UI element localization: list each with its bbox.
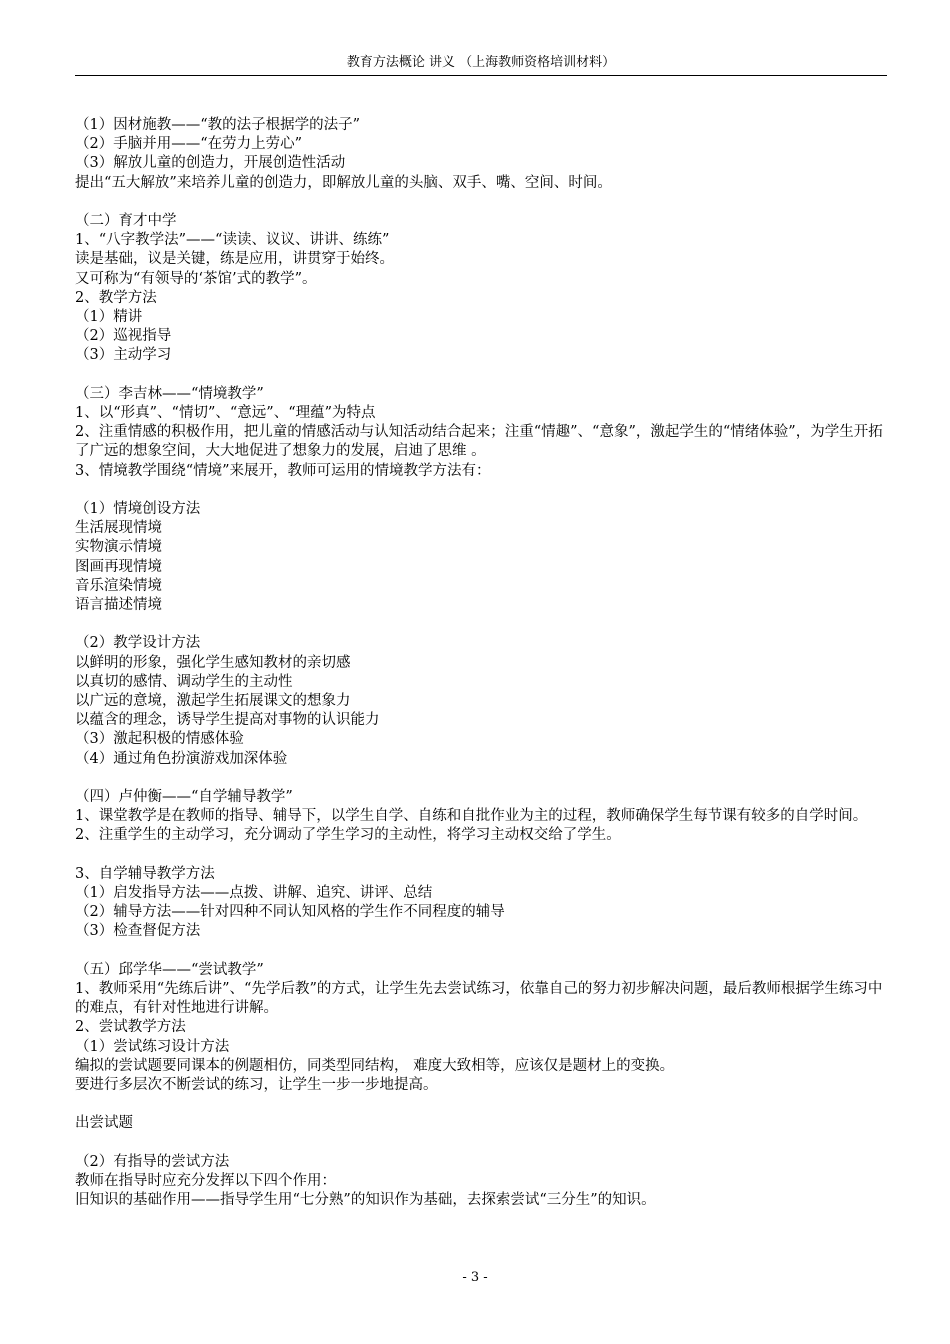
blank-line [75,481,890,500]
text-line: （2）巡视指导 [75,328,172,345]
text-line: （3）检查督促方法 [75,923,201,940]
text-line: （3）主动学习 [75,347,172,364]
text-line: （1）因材施教——“教的法子根据学的法子” [75,117,361,133]
text-line: （1）启发指导方法——点拨、讲解、追究、讲评、总结 [75,885,433,902]
text-line: （四）卢仲衡——“自学辅导教学” [75,789,293,806]
text-line: 2、尝试教学方法 [75,1019,186,1036]
text-line: 提出“五大解放”来培养儿童的创造力，即解放儿童的头脑、双手、嘴、空间、时间。 [75,174,612,191]
text-line: （4）通过角色扮演游戏加深体验 [75,750,288,767]
blank-line [75,769,890,788]
page-number: - 3 - [462,1270,488,1285]
text-line: 2、注重学生的主动学习，充分调动了学生学习的主动性，将学习主动权交给了学生。 [75,827,621,844]
text-line: 1、以“形真”、“情切”、“意远”、“理蕴”为特点 [75,405,376,422]
text-line: 旧知识的基础作用——指导学生用“七分熟”的知识作为基础，去探索尝试“三分生”的知识。 [75,1192,656,1209]
text-line: 生活展现情境 [75,520,162,537]
text-line: （2）有指导的尝试方法 [75,1153,230,1170]
text-line: 以真切的感情、调动学生的主动性 [75,673,293,690]
text-line: 读是基础，议是关键，练是应用，讲贯穿于始终。 [75,251,394,268]
text-line: （1）尝试练习设计方法 [75,1038,230,1055]
text-line: 2、注重情感的积极作用，把儿童的情感活动与认知活动结合起来；注重“情趣”、“意象”，激起学生的“情绪体验”，为学生开拓了广远的想象空间，大大地促进了想象力的发展，启迪了思维 。 [75,424,883,460]
page-header: 教育方法概论 讲义 （上海教师资格培训材料） [346,55,616,70]
text-line: （2）手脑并用——“在劳力上劳心” [75,136,303,153]
blank-line [75,366,890,385]
text-line: 2、教学方法 [75,289,157,306]
text-line: （2）教学设计方法 [75,635,201,652]
blank-line [75,942,890,961]
text-line: 1、课堂教学是在教师的指导、辅导下，以学生自学、自练和自批作业为主的过程，教师确保学生每节课有较多的自学时间。 [75,808,868,825]
text-line: （五）邱学华——“尝试教学” [75,961,264,978]
text-line: 以广远的意境，激起学生拓展课文的想象力 [75,693,351,710]
blank-line [75,1134,890,1153]
text-line: 1、“八字教学法”——“读读、议议、讲讲、练练” [75,232,390,249]
blank-line [75,615,890,634]
header-divider [75,75,887,76]
text-line: （1）精讲 [75,309,143,326]
document-body [75,116,890,1210]
text-line: 以蕴含的理念，诱导学生提高对事物的认识能力 [75,712,380,729]
blank-line [75,846,890,865]
text-line: 音乐渲染情境 [75,577,162,594]
text-line: 实物演示情境 [75,539,162,556]
text-line: 编拟的尝试题要同课本的例题相仿，同类型同结构， 难度大致相等，应该仅是题材上的变换。 [75,1057,675,1074]
text-line: 教师在指导时应充分发挥以下四个作用： [75,1173,336,1190]
text-line: （3）激起积极的情感体验 [75,731,244,748]
text-line: 3、自学辅导教学方法 [75,865,215,882]
blank-line [75,193,890,212]
text-line: 以鲜明的形象，强化学生感知教材的亲切感 [75,654,351,671]
text-line: （3）解放儿童的创造力，开展创造性活动 [75,155,346,172]
text-line: 又可称为“有领导的‘茶馆’式的教学”。 [75,270,317,287]
blank-line [75,1095,890,1114]
text-line: 图画再现情境 [75,558,162,575]
text-line: 出尝试题 [75,1115,133,1132]
text-line: 语言描述情境 [75,597,162,614]
text-line: （1）情境创设方法 [75,501,201,518]
text-line: （二）育才中学 [75,213,177,229]
text-line: （2）辅导方法——针对四种不同认知风格的学生作不同程度的辅导 [75,904,505,921]
text-line: 1、教师采用“先练后讲”、“先学后教”的方式，让学生先去尝试练习，依靠自己的努力初步解决问题，最后教师根据学生练习中的难点，有针对性地进行讲解。 [75,981,883,1017]
text-line: 要进行多层次不断尝试的练习，让学生一步一步地提高。 [75,1077,438,1094]
text-line: 3、情境教学围绕“情境”来展开，教师可运用的情境教学方法有： [75,462,491,479]
text-line: （三）李吉林——“情境教学” [75,385,264,402]
